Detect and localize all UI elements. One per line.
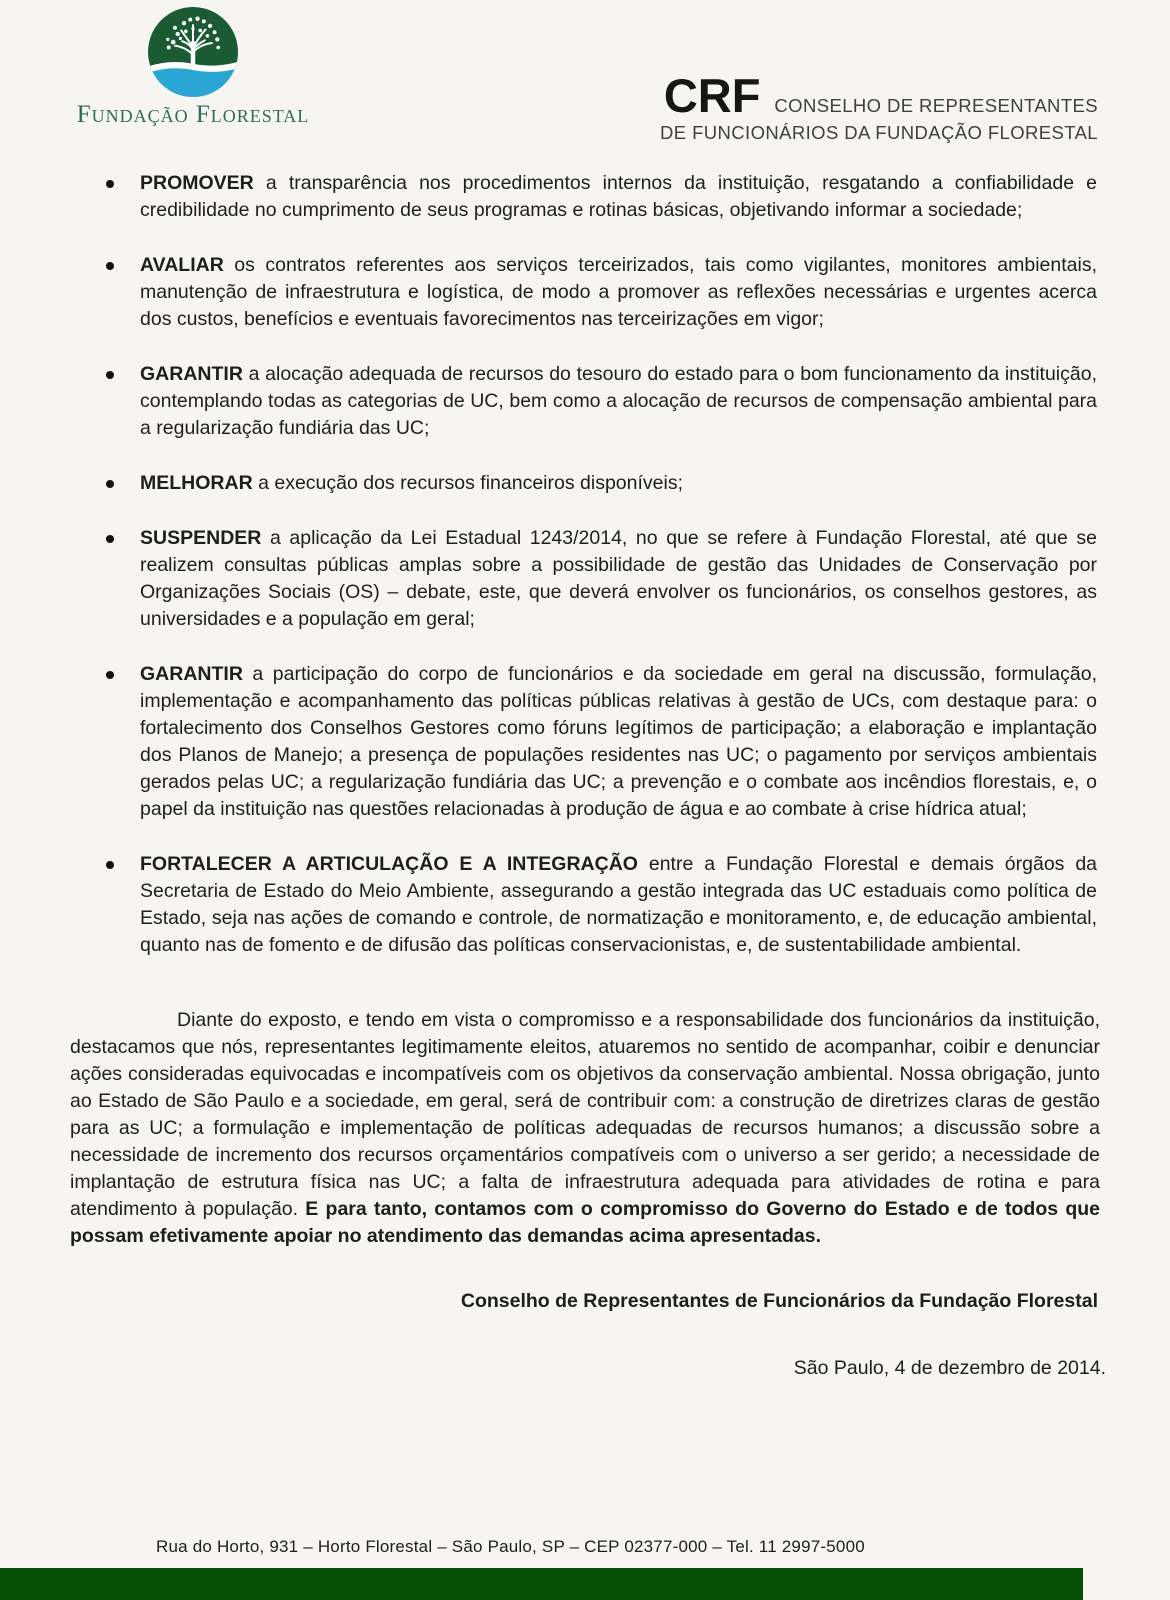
footer-green-bar: [0, 1568, 1083, 1600]
logo-label: Fundação Florestal: [76, 101, 310, 128]
bullet-icon: [106, 262, 114, 270]
bullet-icon: [106, 371, 114, 379]
bullet-lead: PROMOVER: [140, 172, 254, 194]
list-item: [140, 851, 1097, 959]
bullet-lead: GARANTIR: [140, 363, 243, 385]
crf-line2: DE FUNCIONÁRIOS DA FUNDAÇÃO FLORESTAL: [660, 122, 1098, 143]
bullet-text: entre a Fundação Florestal e demais órgãos da Secretaria de Estado do Meio Ambiente, assegurando a gestão integrada das UC estaduais como política de Estado, seja nas ações de comando e controle, de normatização e monitoramento, e, de educação ambiental, quanto nas de fomento e de difusão das políticas conservacionistas, e, de sustentabilidade ambiental.: [140, 853, 1098, 956]
list-item: [140, 361, 1097, 442]
list-item: [140, 525, 1097, 633]
bullet-icon: [106, 861, 114, 869]
crf-line1: CONSELHO DE REPRESENTANTES: [774, 95, 1098, 116]
crf-acronym: CRF: [663, 69, 761, 122]
footer-address: Rua do Horto, 931 – Horto Florestal – São Paulo, SP – CEP 02377-000 – Tel. 11 2997-5000: [156, 1537, 865, 1556]
bullet-lead: FORTALECER A ARTICULAÇÃO E A INTEGRAÇÃO: [140, 853, 638, 875]
closing-normal-text: Diante do exposto, e tendo em vista o compromisso e a responsabilidade dos funcionários da instituição, destacamos que nós, representantes legitimamente eleitos, atuaremos no sentido de acompanhar, coibir e denunciar ações consideradas equivocadas e incompatíveis com os objetivos da conservação ambiental. Nossa obrigação, junto ao Estado de São Paulo e a sociedade, em geral, será de contribuir com: a construção de diretrizes claras de gestão para as UC; a formulação e implementação de políticas adequadas de recursos humanos; a discussão sobre a necessidade de incremento dos recursos orçamentários compatíveis com o universo a ser gerido; a necessidade de implantação de estrutura física nas UC; a falta de infraestrutura adequada para atividades de rotina e para atendimento à população.: [70, 1009, 1100, 1220]
tree-water-logo-icon: [148, 7, 238, 97]
bullet-text: a execução dos recursos financeiros disponíveis;: [252, 472, 683, 494]
bullet-text: os contratos referentes aos serviços terceirizados, tais como vigilantes, monitores ambientais, manutenção de infraestrutura e logística, de modo a promover as reflexões necessárias e urgentes acerca dos custos, benefícios e eventuais favorecimentos nas terceirizações em vigor;: [140, 254, 1097, 330]
bullet-icon: [106, 180, 114, 188]
signature-line: Conselho de Representantes de Funcionários da Fundação Florestal: [460, 1290, 1098, 1312]
bullet-text: a participação do corpo de funcionários e da sociedade em geral na discussão, formulação, implementação e acompanhamento das políticas públicas relativas à gestão de UCs, com destaque para: o fortalecimento dos Conselhos Gestores como fóruns legítimos de participação; a elaboração e implantação dos Planos de Manejo; a presença de populações residentes nas UC; o pagamento por serviços ambientais gerados pelas UC; a regularização fundiária das UC; a prevenção e o combate aos incêndios florestais, e, o papel da instituição nas questões relacionadas à produção de água e ao combate à crise hídrica atual;: [140, 663, 1097, 820]
bullet-lead: AVALIAR: [140, 254, 224, 276]
bullet-icon: [106, 671, 114, 679]
document-header: [0, 0, 1170, 158]
demands-list: [140, 170, 1097, 959]
bullet-lead: SUSPENDER: [140, 527, 262, 549]
bullet-text: a alocação adequada de recursos do tesouro do estado para o bom funcionamento da instituição, contemplando todas as categorias de UC, bem como a alocação de recursos de compensação ambiental para a regularização fundiária das UC;: [140, 363, 1097, 439]
closing-bold-text: E para tanto, contamos com o compromisso do Governo do Estado e de todos que possam efetivamente apoiar no atendimento das demandas acima apresentadas.: [70, 1198, 1100, 1247]
bullet-text: a aplicação da Lei Estadual 1243/2014, no que se refere à Fundação Florestal, até que se realizem consultas públicas amplas sobre a possibilidade de gestão das Unidades de Conservação por Organizações Sociais (OS) – debate, este, que deverá envolver os funcionários, os conselhos gestores, as universidades e a população em geral;: [140, 527, 1097, 630]
bullet-lead: MELHORAR: [140, 472, 253, 494]
bullet-text: a transparência nos procedimentos internos da instituição, resgatando a confiabilidade e credibilidade no cumprimento de seus programas e rotinas básicas, objetivando informar a sociedade;: [140, 172, 1097, 221]
list-item: [140, 252, 1097, 333]
fundacao-florestal-logo: [74, 7, 312, 129]
crf-letterhead: [660, 69, 1098, 144]
closing-paragraph: [70, 1007, 1100, 1250]
list-item: [140, 170, 1097, 224]
list-item: [140, 470, 1097, 497]
bullet-icon: [106, 480, 114, 488]
document-date: São Paulo, 4 de dezembro de 2014.: [793, 1357, 1106, 1379]
bullet-icon: [106, 535, 114, 543]
bullet-lead: GARANTIR: [140, 663, 243, 685]
list-item: [140, 661, 1097, 823]
